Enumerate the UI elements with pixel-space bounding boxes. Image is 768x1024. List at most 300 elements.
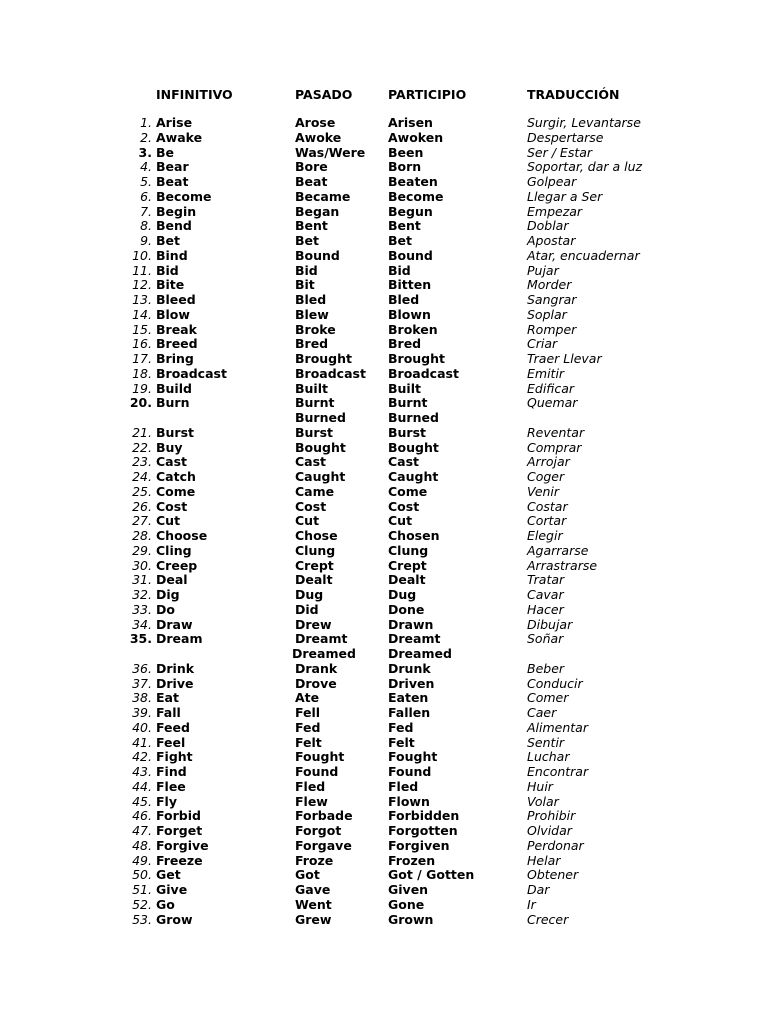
verb-infinitivo: Cast xyxy=(156,454,188,470)
verb-pasado: Found xyxy=(295,764,339,779)
verb-participio: Burnt xyxy=(388,395,428,411)
verb-infinitivo: Do xyxy=(156,601,175,617)
verb-participio: Gone xyxy=(388,896,425,912)
verb-number: 13. xyxy=(132,292,152,307)
verb-number: 32. xyxy=(132,587,152,602)
verb-infinitivo: Blow xyxy=(156,306,190,322)
verb-participio: Done xyxy=(388,601,425,617)
table-row xyxy=(0,618,768,633)
table-row xyxy=(0,175,768,190)
verb-participio: Eaten xyxy=(388,690,429,706)
verb-pasado: Did xyxy=(295,601,319,617)
table-row xyxy=(0,500,768,515)
verb-infinitivo: Cling xyxy=(156,542,192,558)
verb-pasado: Clung xyxy=(295,542,336,558)
verb-traduccion: Caer xyxy=(527,705,557,720)
verb-participio: Awoken xyxy=(388,129,444,145)
verb-pasado: Bet xyxy=(295,233,319,248)
table-row xyxy=(0,131,768,146)
verb-number: 9. xyxy=(140,233,152,248)
verb-participio: Bid xyxy=(388,262,411,278)
verb-infinitivo: Cut xyxy=(156,513,181,529)
verb-participio: Bet xyxy=(388,233,412,248)
verb-traduccion: Dar xyxy=(527,882,550,897)
verb-number: 25. xyxy=(132,483,152,499)
verb-participio: Dealt xyxy=(388,572,426,588)
table-row xyxy=(0,795,768,810)
verb-traduccion: Empezar xyxy=(527,203,583,219)
verb-number: 24. xyxy=(132,469,152,484)
table-row xyxy=(0,854,768,869)
verb-traduccion: Edificar xyxy=(527,380,575,396)
verb-pasado: Cut xyxy=(295,513,320,529)
verb-number: 16. xyxy=(132,336,152,352)
verb-infinitivo: Break xyxy=(156,321,197,337)
verb-traduccion: Costar xyxy=(527,498,568,514)
verb-traduccion: Surgir, Levantarse xyxy=(527,115,641,130)
table-row xyxy=(0,662,768,677)
verb-pasado: Crept xyxy=(295,557,334,573)
verb-infinitivo: Become xyxy=(156,188,212,204)
verb-number: 34. xyxy=(132,616,152,632)
verb-pasado: Gave xyxy=(295,882,331,897)
verb-pasado: Dreamt xyxy=(295,631,348,647)
header-pasado: PASADO xyxy=(295,87,353,102)
verb-traduccion: Dibujar xyxy=(527,616,573,632)
verb-pasado: Broadcast xyxy=(295,365,366,381)
table-row xyxy=(0,396,768,411)
verb-infinitivo: Draw xyxy=(156,616,193,632)
verb-infinitivo: Freeze xyxy=(156,852,203,868)
verb-pasado: Bore xyxy=(295,159,328,175)
verb-traduccion: Comprar xyxy=(527,439,582,455)
verb-traduccion: Tratar xyxy=(527,572,565,588)
verb-infinitivo: Deal xyxy=(156,572,188,588)
verb-pasado: Became xyxy=(295,188,351,204)
verb-participio: Brought xyxy=(388,351,446,366)
verb-pasado: Ate xyxy=(295,690,320,706)
verb-number: 40. xyxy=(132,719,152,735)
verb-traduccion: Emitir xyxy=(527,365,565,381)
verb-pasado: Forgave xyxy=(295,837,352,853)
verb-participio: Fought xyxy=(388,749,438,765)
header-participio: PARTICIPIO xyxy=(388,87,467,102)
table-row xyxy=(0,647,768,662)
verb-participio: Fled xyxy=(388,778,419,794)
verb-traduccion: Cortar xyxy=(527,513,567,529)
verb-traduccion: Elegir xyxy=(527,528,563,543)
verb-pasado: Began xyxy=(295,203,340,219)
verb-number: 22. xyxy=(132,439,152,455)
table-row xyxy=(0,337,768,352)
verb-traduccion: Prohibir xyxy=(527,808,576,824)
verb-number: 7. xyxy=(140,203,152,219)
verb-number: 37. xyxy=(132,675,152,691)
verb-infinitivo: Feed xyxy=(156,719,190,735)
verb-infinitivo: Creep xyxy=(156,557,198,573)
table-row xyxy=(0,116,768,131)
table-row xyxy=(0,308,768,323)
table-row xyxy=(0,234,768,249)
verb-pasado: Dreamed xyxy=(292,646,356,661)
verb-list xyxy=(0,116,768,927)
verb-traduccion: Arrojar xyxy=(527,454,570,470)
table-row xyxy=(0,529,768,544)
verb-participio: Forgotten xyxy=(388,823,458,838)
verb-traduccion: Doblar xyxy=(527,218,569,234)
verb-number: 42. xyxy=(132,749,152,765)
verb-infinitivo: Choose xyxy=(156,528,208,543)
verb-traduccion: Agarrarse xyxy=(527,542,589,558)
verb-pasado: Fell xyxy=(295,705,321,720)
verb-participio: Caught xyxy=(388,469,439,484)
verb-number: 27. xyxy=(132,513,152,529)
verb-pasado: Forbade xyxy=(295,808,353,824)
table-row xyxy=(0,898,768,913)
verb-pasado: Forgot xyxy=(295,823,342,838)
verb-infinitivo: Forget xyxy=(156,823,203,838)
table-row xyxy=(0,603,768,618)
verb-participio: Bitten xyxy=(388,277,432,293)
verb-participio: Got / Gotten xyxy=(388,867,475,883)
verb-participio: Drunk xyxy=(388,660,431,676)
verb-number: 29. xyxy=(132,542,152,558)
verb-participio: Beaten xyxy=(388,174,438,189)
verb-participio: Forbidden xyxy=(388,808,460,824)
verb-participio: Cost xyxy=(388,498,420,514)
verb-number: 44. xyxy=(132,778,152,794)
table-row xyxy=(0,485,768,500)
verb-pasado: Blew xyxy=(295,306,329,322)
verb-pasado: Broke xyxy=(295,321,336,337)
verb-traduccion: Huir xyxy=(527,778,553,794)
verb-pasado: Bred xyxy=(295,336,329,352)
table-row xyxy=(0,426,768,441)
verb-traduccion: Luchar xyxy=(527,749,570,765)
verb-participio: Grown xyxy=(388,911,434,927)
verb-infinitivo: Bid xyxy=(156,262,179,278)
verb-number: 33. xyxy=(132,601,152,617)
verb-infinitivo: Build xyxy=(156,380,192,396)
verb-infinitivo: Give xyxy=(156,882,188,897)
verb-infinitivo: Find xyxy=(156,764,187,779)
verb-pasado: Chose xyxy=(295,528,338,543)
verb-number: 47. xyxy=(132,823,152,838)
table-row xyxy=(0,573,768,588)
verb-traduccion: Conducir xyxy=(527,675,583,691)
verb-participio: Chosen xyxy=(388,528,440,543)
verb-infinitivo: Bend xyxy=(156,218,192,234)
verb-infinitivo: Dream xyxy=(156,631,203,647)
verb-participio: Begun xyxy=(388,203,433,219)
table-row xyxy=(0,367,768,382)
verb-pasado: Arose xyxy=(295,115,336,130)
verb-participio: Dreamt xyxy=(388,631,441,647)
verb-traduccion: Perdonar xyxy=(527,837,584,853)
table-row xyxy=(0,736,768,751)
table-row xyxy=(0,264,768,279)
verb-infinitivo: Arise xyxy=(156,115,193,130)
verb-traduccion: Despertarse xyxy=(527,129,604,145)
verb-infinitivo: Bear xyxy=(156,159,189,175)
verb-traduccion: Soportar, dar a luz xyxy=(527,159,643,175)
verb-number: 30. xyxy=(132,557,152,573)
verb-infinitivo: Cost xyxy=(156,498,188,514)
verb-traduccion: Pujar xyxy=(527,262,559,278)
verb-number: 26. xyxy=(132,498,152,514)
verb-number: 53. xyxy=(132,911,152,927)
verb-pasado: Built xyxy=(295,380,328,396)
verb-participio: Cast xyxy=(388,454,420,470)
verb-number: 14. xyxy=(132,306,152,322)
verb-participio: Frozen xyxy=(388,852,436,868)
verb-number: 5. xyxy=(140,174,152,189)
verb-number: 8. xyxy=(140,218,152,234)
verb-number: 15. xyxy=(132,321,152,337)
verb-pasado: Beat xyxy=(295,174,328,189)
verb-number: 6. xyxy=(140,188,152,204)
verb-pasado: Bit xyxy=(295,277,315,293)
table-row xyxy=(0,750,768,765)
verb-number: 38. xyxy=(132,690,152,706)
verb-traduccion: Reventar xyxy=(527,424,585,440)
verb-pasado: Froze xyxy=(295,852,334,868)
verb-pasado: Was/Were xyxy=(295,144,366,160)
verb-traduccion: Atar, encuadernar xyxy=(527,247,640,263)
table-row xyxy=(0,293,768,308)
verb-participio: Blown xyxy=(388,306,431,322)
verb-infinitivo: Fall xyxy=(156,705,181,720)
table-row xyxy=(0,146,768,161)
verb-number: 10. xyxy=(132,247,152,263)
table-row xyxy=(0,219,768,234)
verb-pasado: Bent xyxy=(295,218,328,234)
table-row xyxy=(0,632,768,647)
verb-participio: Dreamed xyxy=(388,646,452,661)
table-row xyxy=(0,559,768,574)
verb-traduccion: Arrastrarse xyxy=(527,557,598,573)
verb-infinitivo: Begin xyxy=(156,203,197,219)
verb-traduccion: Obtener xyxy=(527,867,579,883)
verb-participio: Flown xyxy=(388,793,430,809)
verb-infinitivo: Catch xyxy=(156,469,196,484)
verb-number: 41. xyxy=(132,734,152,750)
verb-infinitivo: Go xyxy=(156,896,175,912)
verb-pasado: Bound xyxy=(295,247,340,263)
verb-traduccion: Criar xyxy=(527,336,558,352)
table-row xyxy=(0,205,768,220)
verb-infinitivo: Feel xyxy=(156,734,186,750)
verb-traduccion: Hacer xyxy=(527,601,564,617)
verb-participio: Become xyxy=(388,188,444,204)
verb-infinitivo: Beat xyxy=(156,174,189,189)
table-row xyxy=(0,160,768,175)
table-row xyxy=(0,470,768,485)
verb-infinitivo: Dig xyxy=(156,587,180,602)
table-row xyxy=(0,323,768,338)
verb-traduccion: Volar xyxy=(527,793,559,809)
verb-infinitivo: Get xyxy=(156,867,181,883)
verb-infinitivo: Forbid xyxy=(156,808,201,824)
table-row xyxy=(0,809,768,824)
verb-traduccion: Alimentar xyxy=(527,719,588,735)
verb-pasado: Burnt xyxy=(295,395,335,411)
table-row xyxy=(0,278,768,293)
verb-infinitivo: Forgive xyxy=(156,837,209,853)
verb-participio: Born xyxy=(388,159,422,175)
verb-traduccion: Soñar xyxy=(527,631,564,647)
verb-traduccion: Ir xyxy=(527,896,536,912)
verb-pasado: Bought xyxy=(295,439,346,455)
table-row xyxy=(0,249,768,264)
verb-participio: Dug xyxy=(388,587,417,602)
verb-number: 43. xyxy=(132,764,152,779)
verb-participio: Burned xyxy=(388,410,439,425)
verb-number: 36. xyxy=(132,660,152,676)
table-row xyxy=(0,765,768,780)
verb-infinitivo: Grow xyxy=(156,911,193,927)
verb-pasado: Went xyxy=(295,896,332,912)
verb-number: 31. xyxy=(132,572,152,588)
verb-infinitivo: Burn xyxy=(156,395,190,411)
verb-number: 2. xyxy=(140,129,152,145)
verb-participio: Broadcast xyxy=(388,365,459,381)
verb-infinitivo: Flee xyxy=(156,778,186,794)
verb-number: 23. xyxy=(132,454,152,470)
table-row xyxy=(0,455,768,470)
verb-pasado: Grew xyxy=(295,911,332,927)
verb-number: 19. xyxy=(132,380,152,396)
verb-traduccion: Ser / Estar xyxy=(527,144,593,160)
verb-traduccion: Soplar xyxy=(527,306,567,322)
verb-pasado: Fought xyxy=(295,749,345,765)
table-row xyxy=(0,190,768,205)
table-row xyxy=(0,514,768,529)
verb-number: 46. xyxy=(132,808,152,824)
verb-participio: Drawn xyxy=(388,616,434,632)
verb-participio: Bred xyxy=(388,336,422,352)
header-traduccion: TRADUCCIÓN xyxy=(527,87,620,102)
verb-traduccion: Golpear xyxy=(527,174,577,189)
verb-pasado: Drew xyxy=(295,616,332,632)
verb-infinitivo: Come xyxy=(156,483,196,499)
verb-pasado: Cost xyxy=(295,498,327,514)
verb-participio: Bent xyxy=(388,218,421,234)
verb-traduccion: Quemar xyxy=(527,395,578,411)
verb-number: 18. xyxy=(132,365,152,381)
verb-participio: Crept xyxy=(388,557,427,573)
verb-traduccion: Traer Llevar xyxy=(527,351,602,366)
table-row xyxy=(0,721,768,736)
verb-traduccion: Olvidar xyxy=(527,823,572,838)
verb-infinitivo: Eat xyxy=(156,690,179,706)
verb-pasado: Fled xyxy=(295,778,326,794)
table-row xyxy=(0,441,768,456)
verb-traduccion: Encontrar xyxy=(527,764,589,779)
verb-infinitivo: Broadcast xyxy=(156,365,227,381)
verb-pasado: Felt xyxy=(295,734,322,750)
verb-number: 20. xyxy=(129,395,152,411)
verb-number: 21. xyxy=(132,424,152,440)
verb-number: 28. xyxy=(132,528,152,543)
table-row xyxy=(0,824,768,839)
verb-number: 52. xyxy=(132,896,152,912)
verb-infinitivo: Breed xyxy=(156,336,198,352)
table-row xyxy=(0,691,768,706)
verb-pasado: Got xyxy=(295,867,320,883)
verb-number: 50. xyxy=(132,867,152,883)
verb-infinitivo: Drink xyxy=(156,660,195,676)
verb-number: 49. xyxy=(132,852,152,868)
verb-pasado: Came xyxy=(295,483,335,499)
verb-traduccion: Beber xyxy=(527,660,565,676)
verb-traduccion: Sangrar xyxy=(527,292,577,307)
verb-participio: Bled xyxy=(388,292,420,307)
verb-participio: Clung xyxy=(388,542,429,558)
verb-pasado: Dealt xyxy=(295,572,333,588)
verb-pasado: Bled xyxy=(295,292,327,307)
verb-number: 11. xyxy=(132,262,152,278)
verb-infinitivo: Buy xyxy=(156,439,183,455)
verb-pasado: Caught xyxy=(295,469,346,484)
verb-infinitivo: Bind xyxy=(156,247,188,263)
table-row xyxy=(0,588,768,603)
verb-number: 1. xyxy=(140,115,152,130)
verb-pasado: Drank xyxy=(295,660,338,676)
verb-infinitivo: Fly xyxy=(156,793,177,809)
verb-participio: Been xyxy=(388,144,424,160)
table-row xyxy=(0,382,768,397)
table-row xyxy=(0,913,768,928)
verb-pasado: Brought xyxy=(295,351,353,366)
verb-participio: Forgiven xyxy=(388,837,450,853)
verb-traduccion: Morder xyxy=(527,277,572,293)
table-row xyxy=(0,868,768,883)
verb-traduccion: Venir xyxy=(527,483,560,499)
verb-infinitivo: Be xyxy=(156,144,175,160)
verb-traduccion: Apostar xyxy=(527,233,576,248)
verb-pasado: Dug xyxy=(295,587,324,602)
verb-infinitivo: Fight xyxy=(156,749,193,765)
verb-participio: Bought xyxy=(388,439,439,455)
verb-number: 35. xyxy=(129,631,152,647)
verb-pasado: Cast xyxy=(295,454,327,470)
verb-traduccion: Cavar xyxy=(527,587,564,602)
verb-traduccion: Sentir xyxy=(527,734,565,750)
verb-pasado: Drove xyxy=(295,675,337,691)
table-row xyxy=(0,839,768,854)
verb-pasado: Bid xyxy=(295,262,318,278)
verb-participio: Given xyxy=(388,882,429,897)
verb-traduccion: Comer xyxy=(527,690,569,706)
verb-participio: Felt xyxy=(388,734,415,750)
table-row xyxy=(0,883,768,898)
verb-participio: Broken xyxy=(388,321,438,337)
table-header xyxy=(0,87,768,103)
verb-infinitivo: Burst xyxy=(156,424,195,440)
table-row xyxy=(0,677,768,692)
verb-pasado: Awoke xyxy=(295,129,342,145)
verb-participio: Bound xyxy=(388,247,433,263)
verb-participio: Burst xyxy=(388,424,427,440)
verb-traduccion: Romper xyxy=(527,321,577,337)
header-infinitivo: INFINITIVO xyxy=(156,87,233,102)
verb-infinitivo: Bite xyxy=(156,277,185,293)
verb-number: 4. xyxy=(140,159,152,175)
verb-participio: Driven xyxy=(388,675,435,691)
verb-pasado: Fed xyxy=(295,719,321,735)
verb-number: 17. xyxy=(132,351,152,366)
